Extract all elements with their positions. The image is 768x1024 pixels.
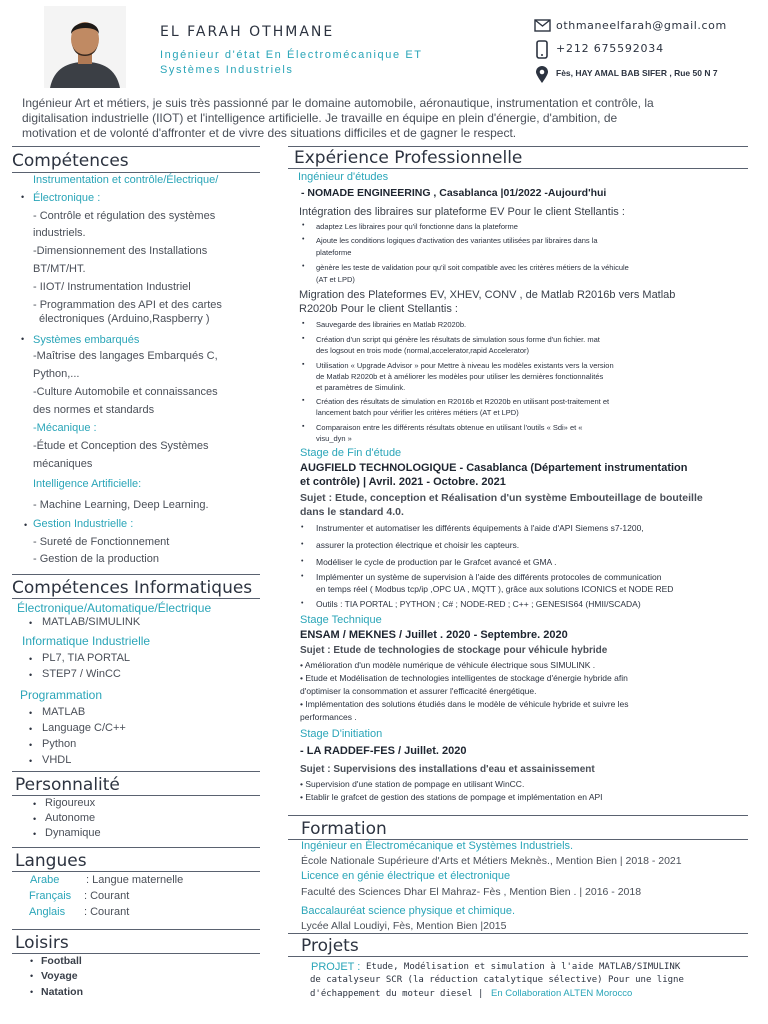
bullet-item: • Etablir le grafcet de gestion des stations de pompage et implémentation en API — [300, 792, 603, 802]
divider — [12, 598, 260, 599]
personality-item: Dynamique — [45, 827, 101, 839]
job-subject: Sujet : Supervisions des installations d'eau et assainissement — [300, 764, 595, 775]
project-description: de catalyseur SCR (la réduction catalytique sélective) Pour une ligne — [310, 975, 684, 985]
section-title-competences: Compétences — [12, 151, 129, 171]
section-title-experience: Expérience Professionnelle — [294, 148, 523, 168]
divider — [288, 815, 748, 816]
hobby-item: Football — [41, 955, 82, 967]
hobby-item: Voyage — [41, 970, 78, 982]
job-subject: dans le standard 4.0. — [300, 506, 404, 518]
section-title-hobbies: Loisirs — [15, 933, 69, 953]
mail-icon — [534, 19, 551, 32]
bullet-item: Comparaison entre les différents résultats obtenue en utilisant l'outils « Sdi» et « — [316, 423, 583, 432]
info-subtitle: Informatique Industrielle — [22, 634, 151, 648]
job-title-line1: Ingénieur d'état En Électromécanique ET — [160, 49, 423, 61]
address: Fès, HAY AMAL BAB SIFER , Rue 50 N 7 — [556, 68, 718, 78]
software-item: VHDL — [42, 754, 72, 766]
bullet-item: • Supervision d'une station de pompage en utilisant WinCC. — [300, 779, 525, 789]
job-company: ENSAM / MEKNES / Juillet . 2020 - Septembre. 2020 — [300, 629, 568, 641]
competence-item: électroniques (Arduino,Raspberry ) — [39, 313, 210, 325]
summary-line: Ingénieur Art et métiers, je suis très passionné par le domaine automobile, aéronautique, instrumentation et contrôle, la — [22, 96, 654, 110]
competence-subtitle: Intelligence Artificielle: — [33, 478, 142, 490]
job-company: - LA RADDEF-FES / Juillet. 2020 — [300, 745, 467, 757]
bullet-item: Modéliser le cycle de production par le Grafcet avancé et GMA . — [316, 557, 557, 567]
language-name: Anglais — [29, 906, 66, 918]
divider — [288, 933, 748, 934]
job-company: AUGFIELD TECHNOLOGIQUE - Casablanca (Département instrumentation — [300, 462, 688, 474]
job-role: Stage D'initiation — [300, 728, 383, 740]
project-collaboration: En Collaboration ALTEN Morocco — [491, 988, 633, 999]
phone-number: +212 675592034 — [556, 42, 664, 55]
software-item: PL7, TIA PORTAL — [42, 652, 131, 664]
divider — [12, 871, 260, 872]
divider — [12, 795, 260, 796]
divider — [288, 956, 748, 957]
software-item: MATLAB/SIMULINK — [42, 616, 141, 628]
software-item: MATLAB — [42, 706, 86, 718]
bullet-item: • Etude et Modélisation de technologies intelligentes de stockage d'énergie hybride afin — [300, 673, 628, 683]
bullet-item: Outils : TIA PORTAL ; PYTHON ; C# ; NODE-RED ; C++ ; GENESIS64 (HMII/SCADA) — [316, 599, 641, 609]
degree-detail: École Nationale Supérieure d'Arts et Métiers Meknès., Mention Bien | 2018 - 2021 — [301, 855, 682, 867]
competence-item: Python,... — [33, 368, 80, 380]
competence-item: - Gestion de la production — [33, 553, 159, 565]
divider — [12, 771, 260, 772]
divider — [12, 929, 260, 930]
bullet-item: des logsout en trois mode (normal,accelerator,rapid Accelerator) — [316, 346, 530, 355]
divider — [12, 172, 260, 173]
bullet-item: de Matlab R2020b et à améliorer les modèles pour utiliser les dernières fonctionnalités — [316, 372, 604, 381]
competence-subtitle: Systèmes embarqués — [33, 334, 140, 346]
bullet-item: adaptez Les libraires pour qu'il fonctionne dans la plateforme — [316, 222, 518, 231]
section-title-education: Formation — [301, 819, 387, 839]
bullet-item: plateforme — [316, 248, 352, 257]
bullet-item: en temps réel ( Modbus tcp/ip ,OPC UA , MQTT ), grâce aux solutions ICONICS et NODE RED — [316, 584, 674, 594]
competence-item: - Machine Learning, Deep Learning. — [33, 499, 209, 511]
project-description: Etude, Modélisation et simulation à l'aide MATLAB/SIMULINK — [366, 962, 681, 972]
competence-subtitle: Gestion Industrielle : — [33, 518, 134, 530]
competence-item: -Étude et Conception des Systèmes — [33, 440, 209, 452]
degree-detail: Faculté des Sciences Dhar El Mahraz- Fès , Mention Bien . | 2016 - 2018 — [301, 886, 642, 898]
bullet-item: assurer la protection électrique et choisir les capteurs. — [316, 540, 520, 550]
job-subject: Sujet : Etude, conception et Réalisation d'un système Embouteillage de bouteille — [300, 492, 703, 504]
language-level: : Courant — [84, 906, 130, 918]
job-title-line2: Systèmes Industriels — [160, 64, 294, 76]
section-title-info-skills: Compétences Informatiques — [12, 578, 253, 598]
job-role: Ingénieur d'études — [298, 171, 389, 183]
email-link[interactable]: othmaneelfarah@gmail.com — [556, 19, 727, 32]
project-title: Intégration des libraires sur plateforme EV Pour le client Stellantis : — [299, 206, 625, 218]
competence-item: - Sureté de Fonctionnement — [33, 536, 170, 548]
divider — [288, 146, 748, 147]
bullet-item: gènère les teste de validation pour qu'il soit compatible avec les critères métiers de la véhicule — [316, 263, 629, 272]
competence-item: - Contrôle et régulation des systèmes — [33, 210, 216, 222]
bullet-item: et paramètres de Simulink. — [316, 383, 406, 392]
bullet-item: • Implémentation des solutions étudiés dans le modèle de véhicule hybride et suivre les — [300, 699, 629, 709]
phone-icon — [536, 40, 548, 59]
language-level: : Courant — [84, 890, 130, 902]
project-label: PROJET : — [311, 961, 361, 973]
bullet-item: Création des résultats de simulation en R2016b et R2020b en utilisant post-traitement et — [316, 397, 610, 406]
degree-title: Licence en génie électrique et électronique — [301, 870, 511, 882]
job-company: et contrôle) | Avril. 2021 - Octobre. 2021 — [300, 476, 506, 488]
competence-item: -Culture Automobile et connaissances — [33, 386, 218, 398]
bullet-item: d'optimiser la consommation et assurer l'efficacité énergétique. — [300, 686, 537, 696]
bullet-item: performances . — [300, 712, 357, 722]
project-title: R2020b Pour le client Stellantis : — [299, 303, 458, 315]
section-title-personality: Personnalité — [15, 775, 120, 795]
competence-item: des normes et standards — [33, 404, 155, 416]
section-title-projects: Projets — [301, 936, 359, 956]
competence-subtitle: Électronique : — [33, 192, 101, 204]
hobby-item: Natation — [41, 986, 83, 998]
bullet-item: Ajoute les conditions logiques d'activation des variantes utilisées par libraires dans la — [316, 236, 598, 245]
competence-item: industriels. — [33, 227, 86, 239]
bullet-item: Implémenter un système de supervision à l'aide des différents protocoles de communication — [316, 572, 662, 582]
divider — [12, 953, 260, 954]
degree-detail: Lycée Allal Loudiyi, Fès, Mention Bien |2015 — [301, 920, 507, 932]
language-name: Arabe — [30, 874, 60, 886]
job-company: - NOMADE ENGINEERING , Casablanca |01/2022 -Aujourd'hui — [301, 187, 607, 199]
competence-item: - IIOT/ Instrumentation Industriel — [33, 281, 191, 293]
degree-title: Baccalauréat science physique et chimique. — [301, 905, 516, 917]
language-name: Français — [29, 890, 72, 902]
divider — [12, 847, 260, 848]
profile-photo — [44, 6, 126, 88]
job-role: Stage de Fin d'étude — [300, 447, 402, 459]
summary-line: digitalisation industrielle (IIOT) et l'intelligence artificielle. Je travaille en équipe en plein d'énergie, d'ambition, de — [22, 111, 618, 125]
bullet-item: (AT et LPD) — [316, 275, 355, 284]
bullet-item: lancement batch pour vérifier les critères métiers (AT et LPD) — [316, 408, 519, 417]
person-name: EL FARAH OTHMANE — [160, 24, 335, 40]
project-description: d'échappement du moteur diesel | — [310, 989, 484, 999]
divider — [12, 574, 260, 575]
software-item: STEP7 / WinCC — [42, 668, 121, 680]
competence-item: -Dimensionnement des Installations — [33, 245, 208, 257]
competence-subtitle: -Mécanique : — [33, 422, 97, 434]
competence-item: -Maîtrise des langages Embarqués C, — [33, 350, 218, 362]
personality-item: Autonome — [45, 812, 96, 824]
info-subtitle: Programmation — [20, 688, 103, 702]
competence-subtitle: Instrumentation et contrôle/Électrique/ — [33, 174, 219, 186]
competence-item: - Programmation des API et des cartes — [33, 299, 222, 311]
bullet-item: Sauvegarde des librairies en Matlab R2020b. — [316, 320, 467, 329]
bullet-item: visu_dyn » — [316, 434, 352, 443]
location-pin-icon — [535, 65, 549, 84]
bullet-item: Instrumenter et automatiser les différents équipements à l'aide d'API Siemens s7-1200, — [316, 523, 644, 533]
divider — [12, 146, 260, 147]
bullet-item: • Amélioration d'un modèle numérique de véhicule électrique sous SIMULINK . — [300, 660, 596, 670]
job-role: Stage Technique — [300, 614, 382, 626]
job-subject: Sujet : Etude de technologies de stockage pour véhicule hybride — [300, 645, 608, 656]
info-subtitle: Électronique/Automatique/Électrique — [17, 601, 212, 615]
summary-line: motivation et de volonté d'affronter et de vivre des situations difficiles et de gagner le respect. — [22, 126, 517, 140]
divider — [288, 168, 748, 169]
software-item: Python — [42, 738, 77, 750]
project-title: Migration des Plateformes EV, XHEV, CONV , de Matlab R2016b vers Matlab — [299, 289, 676, 301]
section-title-languages: Langues — [15, 851, 87, 871]
bullet-item: Utilisation « Upgrade Advisor » pour Mettre à niveau les modèles existants vers la version — [316, 361, 614, 370]
software-item: Language C/C++ — [42, 722, 126, 734]
bullet-item: Création d'un script qui génère les résultats de simulation sous forme d'un fichier. mat — [316, 335, 600, 344]
personality-item: Rigoureux — [45, 797, 96, 809]
degree-title: Ingénieur en Électromécanique et Systèmes Industriels. — [301, 840, 574, 852]
competence-item: mécaniques — [33, 458, 93, 470]
competence-item: BT/MT/HT. — [33, 263, 86, 275]
language-level: : Langue maternelle — [86, 874, 184, 886]
